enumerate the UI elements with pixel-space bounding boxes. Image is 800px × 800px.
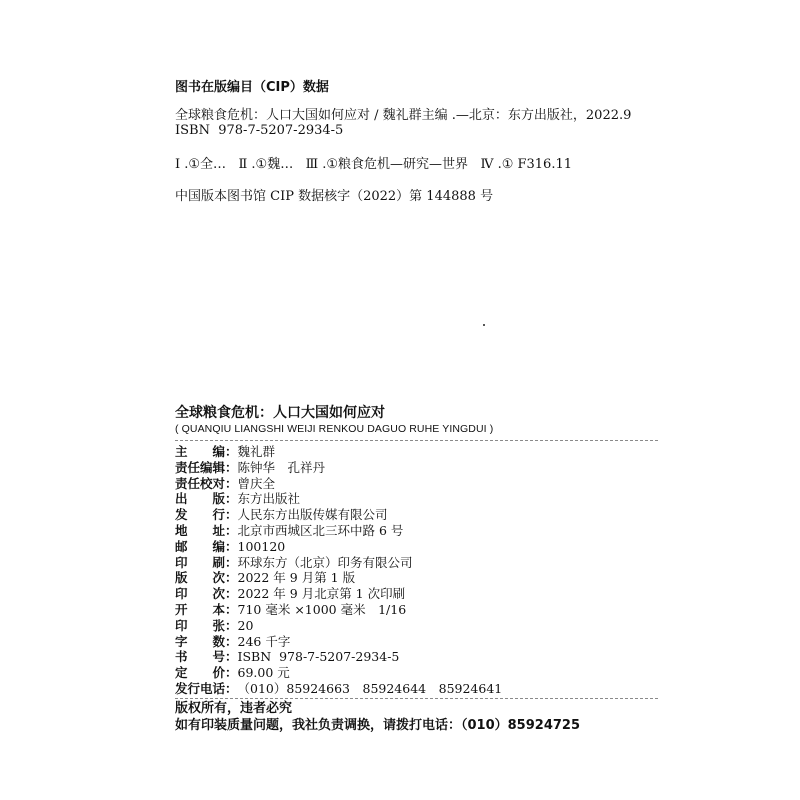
detail-label: 定 价： [175, 665, 238, 681]
detail-value: 246 千字 [237, 633, 291, 649]
copyright-notice: 版权所有，违者必究 [175, 701, 293, 716]
detail-row-price [175, 665, 502, 681]
detail-label: 责任校对： [175, 475, 238, 491]
detail-value: 2022 年 9 月第 1 版 [237, 570, 356, 586]
divider-bottom [175, 698, 658, 699]
detail-row-distributor [175, 507, 502, 523]
detail-row-postcode [175, 539, 502, 555]
detail-label: 印 张： [175, 617, 238, 633]
detail-row-printing [175, 586, 502, 602]
detail-label: 印 次： [175, 586, 238, 602]
cip-classification-line: Ⅰ .①全… Ⅱ .①魏… Ⅲ .①粮食危机—研究—世界 Ⅳ .① F316.11 [175, 157, 573, 172]
book-title-pinyin: ( QUANQIU LIANGSHI WEIJI RENKOU DAGUO RUHE YINGDUI ) [175, 423, 494, 435]
detail-value: 曾庆全 [237, 475, 276, 491]
detail-label: 出 版： [175, 491, 238, 507]
book-details-list [175, 444, 502, 697]
detail-value: 环球东方（北京）印务有限公司 [237, 554, 413, 570]
detail-value: 东方出版社 [237, 491, 301, 507]
detail-label: 主 编： [175, 444, 238, 459]
detail-row-editor [175, 444, 502, 460]
book-title: 全球粮食危机：人口大国如何应对 [175, 405, 385, 421]
detail-value: （010）85924663 85924644 85924641 [237, 680, 503, 696]
detail-value: ISBN 978-7-5207-2934-5 [237, 649, 400, 665]
detail-label: 责任编辑： [175, 459, 238, 475]
detail-label: 书 号： [175, 649, 238, 665]
detail-row-publisher [175, 491, 502, 507]
detail-value: 人民东方出版传媒有限公司 [237, 507, 388, 523]
detail-row-printer [175, 555, 502, 571]
cip-verification-line: 中国版本图书馆 CIP 数据核字（2022）第 144888 号 [175, 189, 494, 204]
detail-label: 发行电话： [175, 680, 238, 696]
cip-isbn-line: ISBN 978-7-5207-2934-5 [175, 123, 344, 138]
detail-label: 发 行： [175, 507, 238, 523]
cip-title-line: 全球粮食危机：人口大国如何应对 / 魏礼群主编 .—北京：东方出版社，2022.9 [175, 108, 632, 123]
detail-label: 字 数： [175, 633, 238, 649]
detail-row-sheets [175, 618, 502, 634]
detail-row-responsible-editor [175, 460, 502, 476]
detail-label: 版 次： [175, 570, 238, 586]
detail-value: 魏礼群 [237, 444, 276, 459]
detail-label: 地 址： [175, 522, 238, 538]
quality-contact-notice: 如有印装质量问题，我社负责调换，请拨打电话：（010）85924725 [175, 718, 580, 733]
detail-value: 20 [237, 617, 254, 633]
detail-label: 开 本： [175, 601, 238, 617]
detail-value: 100120 [237, 538, 286, 554]
detail-label: 邮 编： [175, 538, 238, 554]
detail-row-book-number [175, 649, 502, 665]
detail-value: 北京市西城区北三环中路 6 号 [237, 522, 404, 538]
detail-row-sales-phone [175, 681, 502, 697]
detail-value: 陈钟华 孔祥丹 [237, 459, 326, 475]
detail-row-word-count [175, 634, 502, 650]
detail-label: 印 刷： [175, 554, 238, 570]
detail-row-format [175, 602, 502, 618]
cip-heading: 图书在版编目（CIP）数据 [175, 80, 329, 95]
divider-top [175, 440, 658, 441]
detail-row-proofreader [175, 476, 502, 492]
detail-row-edition [175, 570, 502, 586]
detail-value: 69.00 元 [237, 665, 290, 681]
stray-mark-dot [483, 324, 485, 326]
detail-row-address [175, 523, 502, 539]
detail-value: 2022 年 9 月北京第 1 次印刷 [237, 586, 406, 602]
detail-value: 710 毫米 ×1000 毫米 1/16 [237, 601, 407, 617]
